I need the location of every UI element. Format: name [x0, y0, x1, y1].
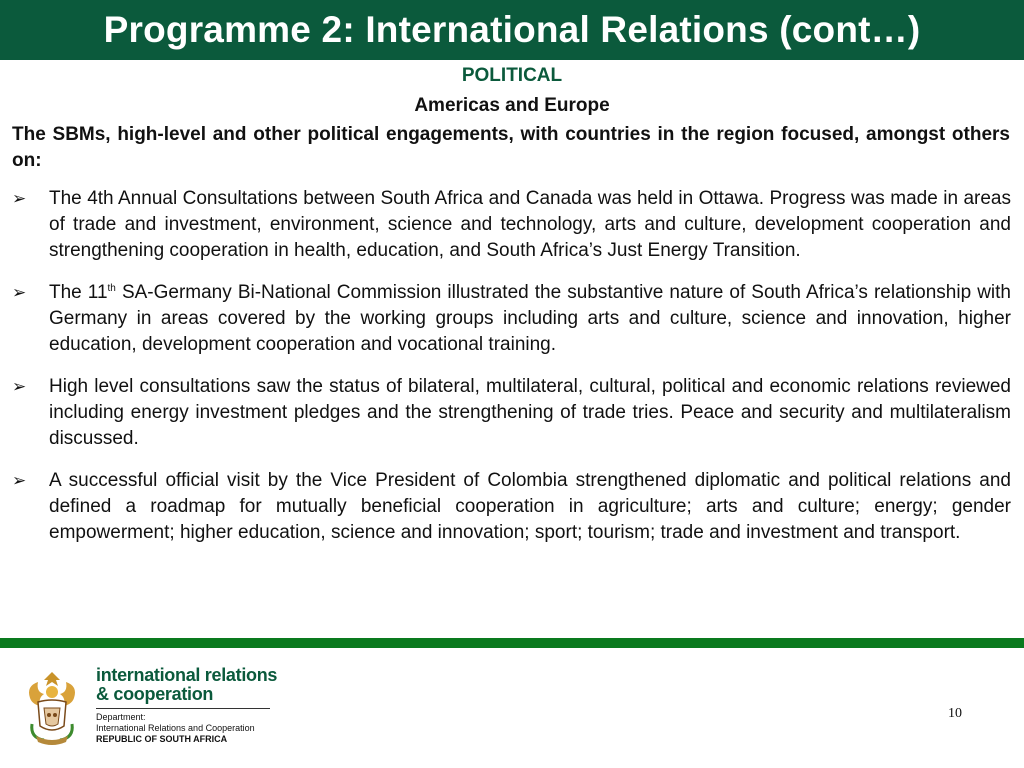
- title-bar: [0, 0, 1024, 60]
- section-label: POLITICAL: [461, 65, 563, 86]
- brand-line-1: international relations: [96, 665, 278, 685]
- bullet-text-post: SA-Germany Bi-National Commission illustrated the substantive nature of South Africa’s relationship with Germany in areas covered by the working groups including arts and culture, science and innovation, higher education, development cooperation and vocational training.: [49, 282, 1011, 355]
- region-label: Americas and Europe: [414, 95, 610, 116]
- brand-line-2: & cooperation: [96, 684, 214, 704]
- slide-title: Programme 2: International Relations (cont…): [103, 9, 921, 50]
- arrowhead-bullet-icon: ➢: [12, 283, 27, 302]
- ordinal-suffix: th: [107, 283, 116, 294]
- arrowhead-bullet-icon: ➢: [12, 189, 27, 208]
- arrowhead-bullet-icon: ➢: [12, 377, 27, 396]
- arrowhead-bullet-icon: ➢: [12, 471, 27, 490]
- department-block: [96, 712, 255, 745]
- intro-paragraph: The SBMs, high-level and other political engagements, with countries in the region focused, amongst others on:: [12, 124, 1010, 171]
- list-item: [0, 374, 1011, 452]
- brand-wordmark: [96, 666, 277, 704]
- list-item: [0, 186, 1011, 264]
- bullet-text-pre: The 11: [49, 282, 108, 303]
- brand-divider: [96, 708, 270, 709]
- dept-name: International Relations and Cooperation: [96, 723, 255, 733]
- bullet-list: [0, 186, 1024, 562]
- footer-divider: [0, 638, 1024, 648]
- page-number: 10: [948, 706, 962, 721]
- bullet-text: A successful official visit by the Vice President of Colombia strengthened diplomatic and political relations and defined a roadmap for mutually beneficial cooperation in agriculture; arts and culture; energy; gender empowerment; higher education, science and innovation; sport; tourism; trade and investment and transport.: [49, 470, 1011, 543]
- bullet-text: High level consultations saw the status of bilateral, multilateral, cultural, political and economic relations reviewed including energy investment pledges and the strengthening of trade tries. Peace and security and multilateralism discussed.: [49, 376, 1011, 449]
- coat-of-arms-icon: [22, 668, 82, 748]
- list-item: [0, 468, 1011, 546]
- list-item: [0, 280, 1011, 358]
- country-name: REPUBLIC OF SOUTH AFRICA: [96, 734, 228, 744]
- bullet-text: The 4th Annual Consultations between South Africa and Canada was held in Ottawa. Progress was made in areas of trade and investment, environment, science and technology, arts and culture, development cooperation and strengthening cooperation in health, education, and South Africa’s Just Energy Transition.: [49, 188, 1011, 261]
- dept-label: Department:: [96, 712, 146, 722]
